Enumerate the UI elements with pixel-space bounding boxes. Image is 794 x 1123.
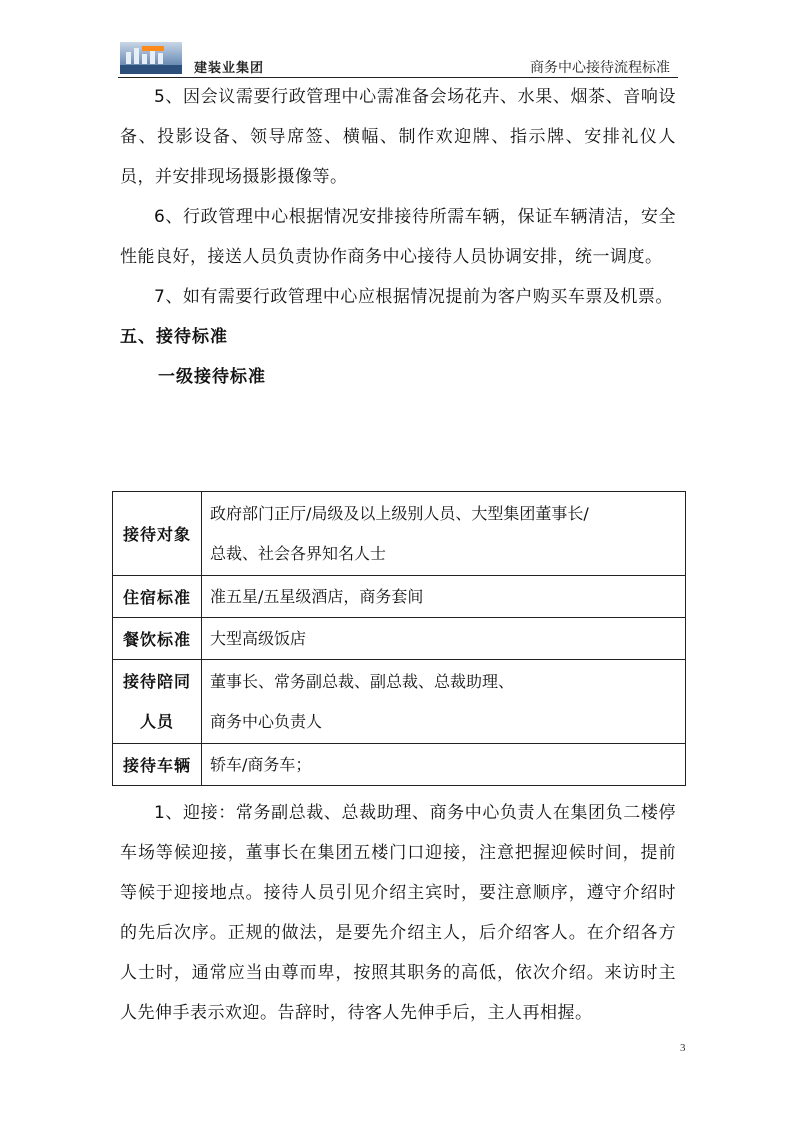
row-value bbox=[202, 618, 686, 660]
paragraph: 7、如有需要行政管理中心应根据情况提前为客户购买车票及机票。 bbox=[154, 287, 673, 307]
row-label: 住宿标准 bbox=[113, 576, 202, 618]
label-line: 接待陪同 bbox=[122, 671, 191, 691]
cell-line: 董事长、常务副总裁、副总裁、总裁助理、 bbox=[210, 671, 515, 691]
cell-line: 政府部门正厅/局级及以上级别人员、大型集团董事长/ bbox=[210, 503, 589, 523]
document-title: 商务中心接待流程标准 bbox=[530, 60, 670, 76]
row-value bbox=[202, 660, 686, 744]
row-value bbox=[202, 744, 686, 786]
body-text-bottom bbox=[120, 793, 676, 1033]
paragraph: 6、行政管理中心根据情况安排接待所需车辆，保证车辆清洁，安全性能良好，接送人员负责协作商务中心接待人员协调安排，统一调度。 bbox=[120, 207, 676, 267]
company-name: 建装业集团 bbox=[194, 61, 265, 76]
cell-line: 准五星/五星级酒店，商务套间 bbox=[210, 586, 424, 606]
cell-line: 轿车/商务车； bbox=[210, 754, 312, 774]
page-number: 3 bbox=[680, 1042, 686, 1054]
cell-line: 大型高级饭店 bbox=[210, 628, 307, 648]
row-label bbox=[113, 660, 202, 744]
table-row bbox=[113, 618, 686, 660]
row-label: 餐饮标准 bbox=[113, 618, 202, 660]
row-label: 接待对象 bbox=[113, 492, 202, 576]
company-logo bbox=[120, 42, 182, 74]
label-line: 人员 bbox=[139, 711, 174, 731]
paragraph: 1、迎接：常务副总裁、总裁助理、商务中心负责人在集团负二楼停车场等候迎接，董事长在集团五楼门口迎接，注意把握迎候时间，提前等候于迎接地点。接待人员引见介绍主宾时，要注意顺序，遵守介绍时的先后次序。正规的做法，是要先介绍主人，后介绍客人。在介绍各方人士时，通常应当由尊而卑，按照其职务的高低，依次介绍。来访时主人先伸手表示欢迎。告辞时，待客人先伸手后，主人再相握。 bbox=[120, 803, 676, 1023]
row-label: 接待车辆 bbox=[113, 744, 202, 786]
table-row bbox=[113, 576, 686, 618]
cell-line: 总裁、社会各界知名人士 bbox=[210, 543, 387, 563]
row-value bbox=[202, 576, 686, 618]
section-heading: 五、接待标准 bbox=[120, 327, 228, 347]
table-row bbox=[113, 492, 686, 576]
page-header bbox=[118, 40, 678, 78]
table-row bbox=[113, 660, 686, 744]
cell-line: 商务中心负责人 bbox=[210, 711, 323, 731]
row-value bbox=[202, 492, 686, 576]
paragraph: 5、因会议需要行政管理中心需准备会场花卉、水果、烟茶、音响设备、投影设备、领导席签、横幅、制作欢迎牌、指示牌、安排礼仪人员，并安排现场摄影摄像等。 bbox=[120, 87, 676, 187]
body-text-top bbox=[120, 77, 676, 397]
reception-standard-table bbox=[112, 491, 686, 786]
subsection-heading: 一级接待标准 bbox=[158, 367, 266, 387]
table-row bbox=[113, 744, 686, 786]
